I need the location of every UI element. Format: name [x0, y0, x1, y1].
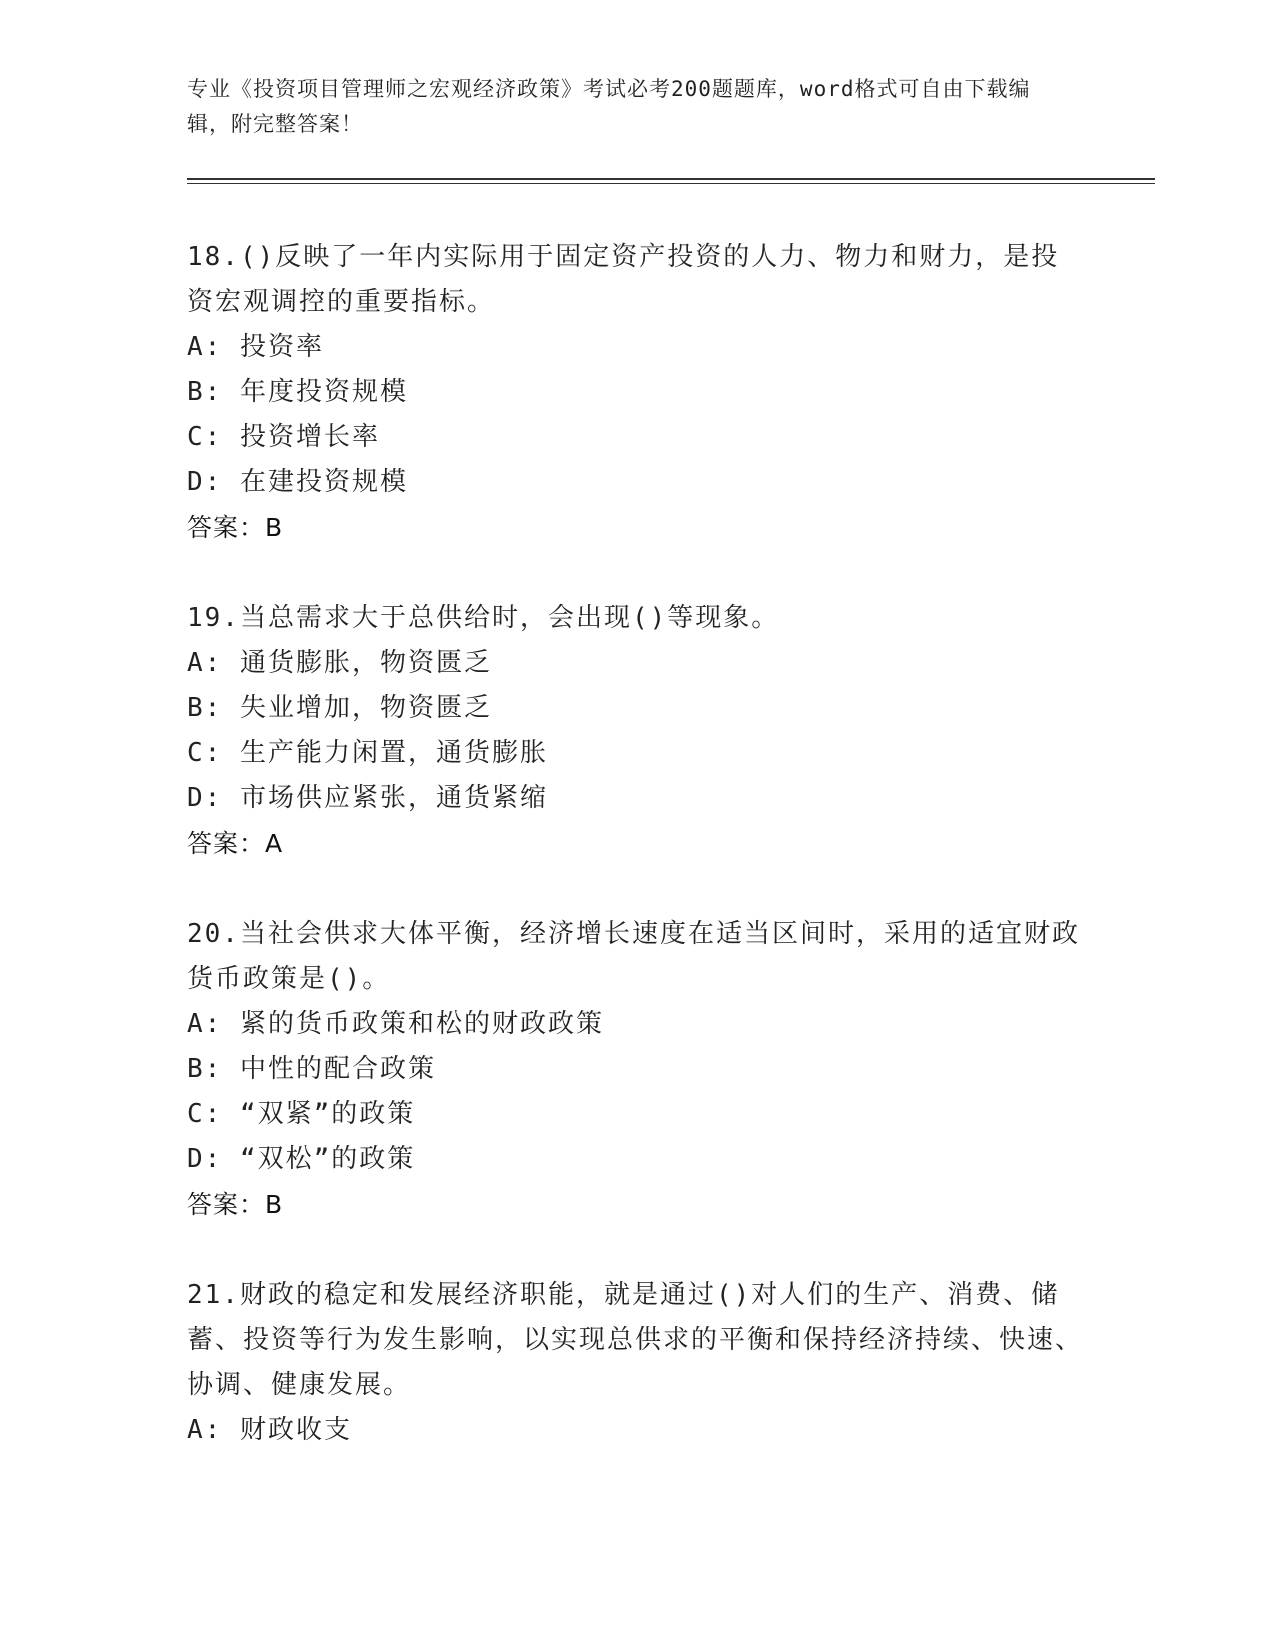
question-18 [187, 235, 1087, 550]
header-divider-thin [187, 183, 1155, 184]
option-a: A: 投资率 [187, 332, 324, 362]
option-b: B: 失业增加，物资匮乏 [187, 693, 492, 723]
answer-line: 答案：A [187, 829, 284, 858]
option-c: C: “双紧”的政策 [187, 1099, 416, 1129]
option-b: B: 中性的配合政策 [187, 1054, 436, 1084]
option-a: A: 财政收支 [187, 1415, 352, 1445]
option-a: A: 紧的货币政策和松的财政政策 [187, 1009, 604, 1039]
option-d: D: “双松”的政策 [187, 1144, 416, 1174]
question-stem: 19.当总需求大于总供给时，会出现()等现象。 [187, 603, 780, 633]
question-stem: 18.()反映了一年内实际用于固定资产投资的人力、物力和财力，是投资宏观调控的重要指标。 [187, 242, 1060, 317]
question-stem: 20.当社会供求大体平衡，经济增长速度在适当区间时，采用的适宜财政货币政策是()。 [187, 919, 1080, 994]
option-d: D: 在建投资规模 [187, 467, 408, 497]
option-a: A: 通货膨胀，物资匮乏 [187, 648, 492, 678]
question-19 [187, 596, 1087, 866]
option-d: D: 市场供应紧张，通货紧缩 [187, 783, 548, 813]
option-b: B: 年度投资规模 [187, 377, 408, 407]
question-stem: 21.财政的稳定和发展经济职能，就是通过()对人们的生产、消费、储蓄、投资等行为发生影响，以实现总供求的平衡和保持经济持续、快速、协调、健康发展。 [187, 1280, 1084, 1400]
document-header: 专业《投资项目管理师之宏观经济政策》考试必考200题题库，word格式可自由下载编辑，附完整答案！ [187, 77, 1031, 136]
question-list [187, 235, 1087, 1499]
option-c: C: 生产能力闲置，通货膨胀 [187, 738, 548, 768]
question-20 [187, 912, 1087, 1227]
answer-line: 答案：B [187, 1190, 284, 1219]
answer-line: 答案：B [187, 513, 284, 542]
question-21 [187, 1273, 1087, 1453]
option-c: C: 投资增长率 [187, 422, 380, 452]
header-divider [187, 178, 1155, 180]
